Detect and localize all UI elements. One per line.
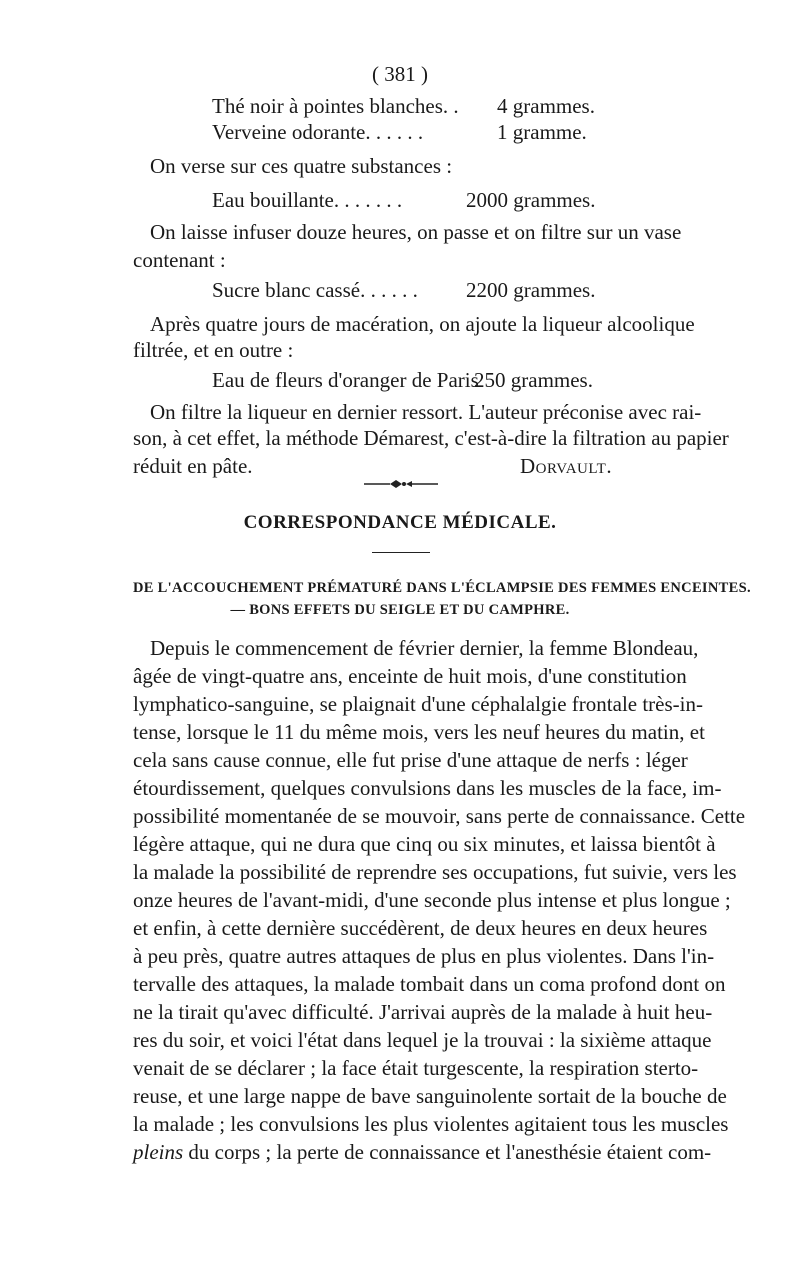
body-line: Depuis le commencement de février dernier, la femme Blondeau, [150,636,699,660]
body-line: la malade ; les convulsions les plus violentes agitaient tous les muscles [133,1112,729,1136]
body-line: lymphatico-sanguine, se plaignait d'une céphalalgie frontale très-in- [133,692,703,716]
ingredient-sucre-qty: 2200 grammes. [466,278,596,302]
ingredient-sucre: Sucre blanc cassé. . . . . . [212,278,418,302]
body-line: légère attaque, qui ne dura que cinq ou six minutes, et laissa bientôt à [133,832,716,856]
italic-word: pleins [133,1140,184,1164]
ingredient-the-noir-qty: 4 grammes. [497,94,595,118]
ingredient-eau-fleurs: Eau de fleurs d'oranger de Paris [212,368,479,392]
body-line-rest: du corps ; la perte de connaissance et l'anesthésie étaient com- [183,1140,712,1164]
body-line: âgée de vingt-quatre ans, enceinte de huit mois, d'une constitution [133,664,687,688]
body-line: venait de se déclarer ; la face était turgescente, la respiration sterto- [133,1056,699,1080]
instruction-infuser-line-1: On laisse infuser douze heures, on passe et on filtre sur un vase [150,220,682,244]
body-line-last [133,1138,712,1166]
body-line: à peu près, quatre autres attaques de plus en plus violentes. Dans l'in- [133,944,715,968]
ingredient-eau-bouillante-qty: 2000 grammes. [466,188,596,212]
instruction-infuser-line-2: contenant : [133,248,226,272]
body-line: la malade la possibilité de reprendre ses occupations, fut suivie, vers les [133,860,737,884]
body-line: possibilité momentanée de se mouvoir, sans perte de connaissance. Cette [133,804,746,828]
page-number: ( 381 ) [372,62,428,86]
ornament-divider [360,478,440,490]
instruction-maceration-line-1: Après quatre jours de macération, on ajoute la liqueur alcoolique [150,312,695,336]
article-subheading-line-2: — BONS EFFETS DU SEIGLE ET DU CAMPHRE. [230,602,570,618]
instruction-filtre-line-1: On filtre la liqueur en dernier ressort. L'auteur préconise avec rai- [150,400,702,424]
body-line: reuse, et une large nappe de bave sanguinolente sortait de la bouche de [133,1084,727,1108]
ingredient-verveine: Verveine odorante. . . . . . [212,120,424,144]
author-signature: Dorvault. [520,454,613,478]
instruction-on-verse: On verse sur ces quatre substances : [150,154,453,178]
heading-rule [372,552,430,553]
ingredient-eau-fleurs-qty: 250 grammes. [474,368,593,392]
section-heading: CORRESPONDANCE MÉDICALE. [243,512,557,533]
body-line: tense, lorsque le 11 du même mois, vers les neuf heures du matin, et [133,720,705,744]
body-line: onze heures de l'avant-midi, d'une seconde plus intense et plus longue ; [133,888,731,912]
article-subheading-line-1: DE L'ACCOUCHEMENT PRÉMATURÉ DANS L'ÉCLAMPSIE DES FEMMES ENCEINTES. [133,580,751,596]
body-line: res du soir, et voici l'état dans lequel je la trouvai : la sixième attaque [133,1028,712,1052]
instruction-maceration-line-2: filtrée, et en outre : [133,338,294,362]
body-line: et enfin, à cette dernière succédèrent, de deux heures en deux heures [133,916,708,940]
body-line: tervalle des attaques, la malade tombait dans un coma profond dont on [133,972,726,996]
ingredient-the-noir: Thé noir à pointes blanches. . [212,94,459,118]
ingredient-verveine-qty: 1 gramme. [497,120,587,144]
body-line: ne la tirait qu'avec difficulté. J'arrivai auprès de la malade à huit heu- [133,1000,713,1024]
body-line: cela sans cause connue, elle fut prise d'une attaque de nerfs : léger [133,748,688,772]
body-line: étourdissement, quelques convulsions dans les muscles de la face, im- [133,776,722,800]
ingredient-eau-bouillante: Eau bouillante. . . . . . . [212,188,403,212]
instruction-filtre-line-2: son, à cet effet, la méthode Démarest, c'est-à-dire la filtration au papier [133,426,729,450]
instruction-filtre-line-3: réduit en pâte. [133,454,253,478]
